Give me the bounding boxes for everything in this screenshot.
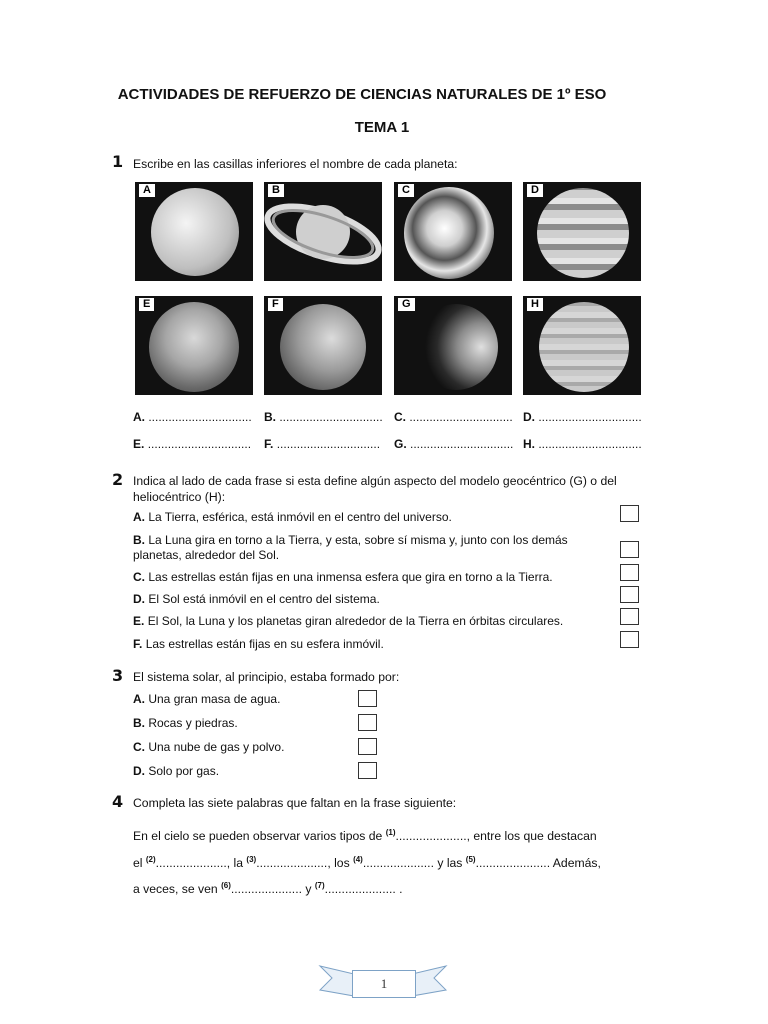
blank-7[interactable]: .....................: [324, 882, 396, 897]
blank-3[interactable]: .....................: [256, 856, 328, 871]
planet-image-f: [264, 296, 382, 395]
answer-line-g[interactable]: G. ...............................: [394, 437, 514, 451]
planet-image-d: [523, 182, 641, 281]
blank-2[interactable]: .....................: [155, 856, 227, 871]
planet-image-b: [264, 182, 382, 281]
question-4-text: Completa las siete palabras que faltan en la frase siguiente:: [133, 796, 457, 810]
planet-image-e: [135, 296, 253, 395]
q2-option-f: F. Las estrellas están fijas en su esfera inmóvil.: [133, 637, 384, 651]
q2-answer-box-e[interactable]: [620, 608, 639, 625]
q2-answer-box-c[interactable]: [620, 564, 639, 581]
planet-image-c: [394, 182, 512, 281]
q4-sentence-line-2: el $^{(2)}$....................., la $^{(3)}$....................., los $^{(4)}$..................... y las $^{(5)}$...................... Además,: [133, 855, 601, 871]
answer-line-e[interactable]: E. ...............................: [133, 437, 252, 451]
blank-6[interactable]: .....................: [230, 882, 302, 897]
question-3-text: El sistema solar, al principio, estaba formado por:: [133, 670, 400, 684]
q3-answer-box-a[interactable]: [358, 690, 377, 707]
planet-label-h: H: [527, 298, 543, 311]
planet-label-a: A: [139, 184, 155, 197]
q3-answer-box-b[interactable]: [358, 714, 377, 731]
planet-image-g: [394, 296, 512, 395]
q3-answer-box-d[interactable]: [358, 762, 377, 779]
planet-label-b: B: [268, 184, 284, 197]
planet-label-e: E: [139, 298, 154, 311]
planet-label-c: C: [398, 184, 414, 197]
planet-label-d: D: [527, 184, 543, 197]
answer-line-c[interactable]: C. ...............................: [394, 410, 513, 424]
page-title: ACTIVIDADES DE REFUERZO DE CIENCIAS NATURALES DE 1º ESO: [117, 86, 607, 103]
question-1-text: Escribe en las casillas inferiores el nombre de cada planeta:: [133, 157, 458, 171]
q2-answer-box-d[interactable]: [620, 586, 639, 603]
question-number-1: 1: [112, 152, 124, 171]
q3-answer-box-c[interactable]: [358, 738, 377, 755]
question-number-2: 2: [112, 470, 124, 489]
planet-image-a: [135, 182, 253, 281]
planet-label-f: F: [268, 298, 283, 311]
answer-line-a[interactable]: A. ...............................: [133, 410, 252, 424]
answer-line-h[interactable]: H. ...............................: [523, 437, 642, 451]
page-subtitle: TEMA 1: [354, 119, 410, 136]
q2-option-a: A. La Tierra, esférica, está inmóvil en el centro del universo.: [133, 510, 452, 524]
blank-1[interactable]: .....................: [395, 829, 467, 844]
q4-sentence-line-3: a veces, se ven $^{(6)}$..................... y $^{(7)}$..................... .: [133, 881, 403, 897]
page-number: 1: [352, 970, 416, 998]
answer-line-f[interactable]: F. ...............................: [264, 437, 381, 451]
answer-line-b[interactable]: B. ...............................: [264, 410, 383, 424]
q2-option-e: E. El Sol, la Luna y los planetas giran alrededor de la Tierra en órbitas circulares.: [133, 614, 564, 628]
question-number-3: 3: [112, 666, 124, 685]
answer-line-d[interactable]: D. ...............................: [523, 410, 642, 424]
q2-answer-box-f[interactable]: [620, 631, 639, 648]
q3-option-a: A. Una gran masa de agua.: [133, 692, 281, 706]
blank-5[interactable]: .....................: [475, 856, 547, 871]
q3-option-c: C. Una nube de gas y polvo.: [133, 740, 285, 754]
q2-option-d: D. El Sol está inmóvil en el centro del sistema.: [133, 592, 380, 606]
q3-option-d: D. Solo por gas.: [133, 764, 220, 778]
planet-image-h: [523, 296, 641, 395]
question-2-text: Indica al lado de cada frase si esta define algún aspecto del modelo geocéntrico (G) o del heliocéntrico (H):: [133, 474, 617, 504]
blank-4[interactable]: .....................: [362, 856, 434, 871]
q2-answer-box-b[interactable]: [620, 541, 639, 558]
q4-sentence-line-1: En el cielo se pueden observar varios tipos de $^{(1)}$....................., entre los que destacan: [133, 828, 597, 844]
q2-option-b: B. La Luna gira en torno a la Tierra, y esta, sobre sí misma y, junto con los demás planetas, alrededor del Sol.: [133, 533, 568, 562]
question-number-4: 4: [112, 792, 124, 811]
planet-label-g: G: [398, 298, 415, 311]
q2-answer-box-a[interactable]: [620, 505, 639, 522]
q3-option-b: B. Rocas y piedras.: [133, 716, 238, 730]
q2-option-c: C. Las estrellas están fijas en una inmensa esfera que gira en torno a la Tierra.: [133, 570, 553, 584]
